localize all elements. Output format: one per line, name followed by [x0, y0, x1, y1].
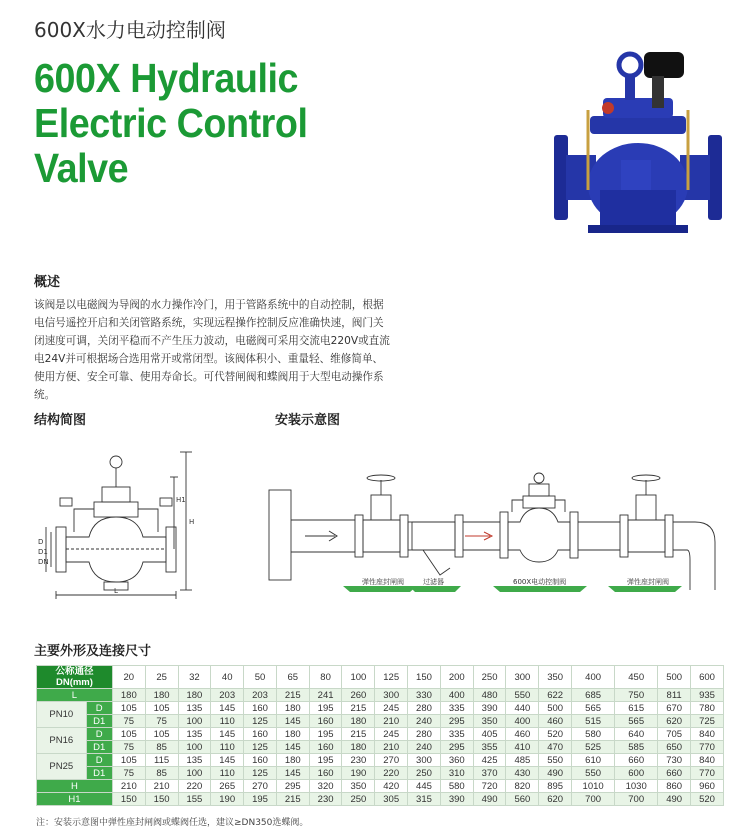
- table-cell: 720: [473, 780, 506, 793]
- table-cell: 550: [572, 767, 615, 780]
- table-cell: 160: [244, 728, 277, 741]
- table-cell: 125: [244, 741, 277, 754]
- table-row: [37, 793, 724, 806]
- dn-unit: DN(mm): [55, 677, 93, 688]
- table-cell: 811: [658, 689, 691, 702]
- dn-value-cell: 20: [112, 666, 145, 689]
- table-cell: 780: [691, 702, 724, 715]
- table-cell: 620: [658, 715, 691, 728]
- table-cell: 145: [276, 741, 309, 754]
- table-cell: 350: [342, 780, 375, 793]
- table-cell: 400: [506, 715, 539, 728]
- table-cell: 895: [539, 780, 572, 793]
- table-cell: 115: [145, 754, 178, 767]
- table-cell: 135: [178, 728, 211, 741]
- table-cell: 180: [112, 689, 145, 702]
- table-cell: 210: [375, 741, 408, 754]
- table-cell: 390: [473, 702, 506, 715]
- table-header-row: [37, 666, 724, 689]
- title-line-1: 600X Hydraulic: [34, 55, 299, 101]
- table-cell: 250: [408, 767, 441, 780]
- dimensions-table: [36, 665, 724, 806]
- table-row: [37, 702, 724, 715]
- table-cell: 195: [244, 793, 277, 806]
- table-cell: 460: [539, 715, 572, 728]
- table-cell: 490: [539, 767, 572, 780]
- table-cell: 490: [473, 793, 506, 806]
- dn-value-cell: 65: [276, 666, 309, 689]
- table-cell: 180: [145, 689, 178, 702]
- table-cell: 105: [112, 754, 145, 767]
- table-cell: 660: [658, 767, 691, 780]
- table-cell: 515: [572, 715, 615, 728]
- table-cell: 960: [691, 780, 724, 793]
- installation-diagram: [265, 460, 725, 600]
- dim-label-h: H: [189, 518, 195, 526]
- table-cell: 640: [615, 728, 658, 741]
- table-cell: 400: [440, 689, 473, 702]
- table-cell: 470: [539, 741, 572, 754]
- table-cell: 685: [572, 689, 615, 702]
- table-cell: 335: [440, 702, 473, 715]
- table-cell: 270: [375, 754, 408, 767]
- table-cell: 110: [211, 741, 244, 754]
- table-cell: 840: [691, 728, 724, 741]
- dim-label-dn: DN: [38, 558, 49, 566]
- table-cell: 280: [408, 702, 441, 715]
- title-line-2: Electric Control: [34, 100, 308, 146]
- table-cell: 300: [375, 689, 408, 702]
- table-cell: 490: [658, 793, 691, 806]
- table-cell: 295: [440, 715, 473, 728]
- table-cell: 440: [506, 702, 539, 715]
- table-cell: 525: [572, 741, 615, 754]
- table-cell: 280: [408, 728, 441, 741]
- table-cell: 150: [145, 793, 178, 806]
- table-cell: 195: [309, 702, 342, 715]
- dn-value-cell: 32: [178, 666, 211, 689]
- pressure-group-cell: PN16: [37, 728, 87, 754]
- table-cell: 350: [473, 715, 506, 728]
- table-cell: 700: [572, 793, 615, 806]
- table-cell: 110: [211, 715, 244, 728]
- table-cell: 420: [375, 780, 408, 793]
- table-cell: 105: [145, 702, 178, 715]
- table-cell: 610: [572, 754, 615, 767]
- table-cell: 600: [615, 767, 658, 780]
- dn-value-cell: 100: [342, 666, 375, 689]
- table-cell: 270: [244, 780, 277, 793]
- table-row: [37, 741, 724, 754]
- table-cell: 580: [440, 780, 473, 793]
- overview-heading: 概述: [34, 275, 61, 290]
- title-line-3: Valve: [34, 145, 129, 191]
- table-cell: 145: [276, 715, 309, 728]
- table-cell: 75: [112, 767, 145, 780]
- table-cell: 105: [112, 702, 145, 715]
- dn-value-cell: 80: [309, 666, 342, 689]
- dn-label: 公称通径: [55, 666, 94, 677]
- table-cell: 410: [506, 741, 539, 754]
- table-cell: 190: [342, 767, 375, 780]
- table-cell: 370: [473, 767, 506, 780]
- table-cell: 725: [691, 715, 724, 728]
- dn-value-cell: 125: [375, 666, 408, 689]
- table-cell: 480: [473, 689, 506, 702]
- table-cell: 820: [506, 780, 539, 793]
- table-cell: 203: [244, 689, 277, 702]
- dim-label-d: D: [38, 538, 44, 546]
- table-cell: 85: [145, 767, 178, 780]
- table-cell: 110: [211, 767, 244, 780]
- table-cell: 565: [572, 702, 615, 715]
- table-row: [37, 754, 724, 767]
- table-cell: 622: [539, 689, 572, 702]
- table-cell: 150: [112, 793, 145, 806]
- table-cell: 180: [276, 754, 309, 767]
- row-label-cell: D1: [86, 715, 112, 728]
- table-cell: 220: [375, 767, 408, 780]
- table-cell: 220: [178, 780, 211, 793]
- dim-label-l: L: [114, 587, 118, 595]
- table-cell: 580: [572, 728, 615, 741]
- dn-value-cell: 150: [408, 666, 441, 689]
- table-cell: 485: [506, 754, 539, 767]
- table-cell: 520: [539, 728, 572, 741]
- table-cell: 125: [244, 715, 277, 728]
- table-cell: 145: [276, 767, 309, 780]
- valve-product-image: [548, 40, 730, 240]
- install-label-gate-valve-1: 弹性座封闸阀: [362, 578, 404, 586]
- row-label-cell: L: [37, 689, 113, 702]
- table-cell: 100: [178, 715, 211, 728]
- table-cell: 145: [211, 728, 244, 741]
- structure-heading: 结构简图: [34, 413, 87, 428]
- dn-value-cell: 300: [506, 666, 539, 689]
- table-cell: 295: [440, 741, 473, 754]
- table-cell: 155: [178, 793, 211, 806]
- table-cell: 75: [112, 715, 145, 728]
- table-cell: 585: [615, 741, 658, 754]
- dn-value-cell: 50: [244, 666, 277, 689]
- table-cell: 135: [178, 702, 211, 715]
- table-cell: 160: [244, 754, 277, 767]
- dn-value-cell: 500: [658, 666, 691, 689]
- table-cell: 145: [211, 754, 244, 767]
- table-cell: 460: [506, 728, 539, 741]
- table-cell: 75: [145, 715, 178, 728]
- row-label-cell: D: [86, 702, 112, 715]
- table-cell: 85: [145, 741, 178, 754]
- table-cell: 195: [309, 754, 342, 767]
- dn-value-cell: 350: [539, 666, 572, 689]
- table-row: [37, 689, 724, 702]
- table-cell: 315: [408, 793, 441, 806]
- table-cell: 335: [440, 728, 473, 741]
- row-label-cell: D1: [86, 767, 112, 780]
- table-cell: 565: [615, 715, 658, 728]
- table-cell: 520: [691, 793, 724, 806]
- table-cell: 105: [112, 728, 145, 741]
- table-cell: 180: [178, 689, 211, 702]
- table-cell: 135: [178, 754, 211, 767]
- table-cell: 355: [473, 741, 506, 754]
- dn-value-cell: 450: [615, 666, 658, 689]
- table-cell: 180: [342, 741, 375, 754]
- table-cell: 245: [375, 702, 408, 715]
- table-cell: 620: [539, 793, 572, 806]
- footnote: 注：安装示意图中弹性座封闸阀或蝶阀任选，建议≥DN350选蝶阀。: [36, 818, 309, 828]
- table-cell: 265: [211, 780, 244, 793]
- table-cell: 700: [615, 793, 658, 806]
- table-cell: 295: [276, 780, 309, 793]
- table-cell: 260: [342, 689, 375, 702]
- dn-header-cell: [37, 666, 113, 689]
- subtitle-cn: 600X水力电动控制阀: [34, 18, 226, 42]
- dn-value-cell: 40: [211, 666, 244, 689]
- table-cell: 840: [691, 754, 724, 767]
- pressure-group-cell: PN10: [37, 702, 87, 728]
- table-cell: 215: [276, 793, 309, 806]
- dim-label-d1: D1: [38, 548, 48, 556]
- table-cell: 210: [145, 780, 178, 793]
- table-cell: 390: [440, 793, 473, 806]
- table-cell: 215: [342, 728, 375, 741]
- table-cell: 300: [408, 754, 441, 767]
- table-cell: 210: [112, 780, 145, 793]
- overview-text: 该阀是以电磁阀为导阀的水力操作冷门，用于管路系统中的自动控制，根据电信号遥控开启和关闭管路系统，实现远程操作控制反应准确快速，阀门关闭速度可调，关闭平稳而不产生压力波动，电磁阀可采用交流电220V或直流电24V并可根据场合选用常开或常闭型。该阀体积小、重量轻、维修简单、使用方便、安全可靠、使用寿命长。可代替闸阀和蝶阀用于大型电动操作系统。: [34, 299, 390, 401]
- table-cell: 100: [178, 767, 211, 780]
- table-cell: 770: [691, 767, 724, 780]
- table-row: [37, 767, 724, 780]
- table-cell: 305: [375, 793, 408, 806]
- table-cell: 860: [658, 780, 691, 793]
- table-row: [37, 728, 724, 741]
- table-cell: 160: [309, 767, 342, 780]
- table-cell: 1030: [615, 780, 658, 793]
- table-cell: 145: [211, 702, 244, 715]
- table-cell: 215: [276, 689, 309, 702]
- table-cell: 180: [342, 715, 375, 728]
- row-label-cell: D1: [86, 741, 112, 754]
- table-cell: 190: [211, 793, 244, 806]
- table-cell: 445: [408, 780, 441, 793]
- table-cell: 203: [211, 689, 244, 702]
- table-cell: 615: [615, 702, 658, 715]
- table-cell: 180: [276, 728, 309, 741]
- dimensions-heading: 主要外形及连接尺寸: [34, 644, 152, 659]
- row-label-cell: D: [86, 754, 112, 767]
- table-cell: 1010: [572, 780, 615, 793]
- table-cell: 500: [539, 702, 572, 715]
- structure-diagram: [34, 432, 209, 602]
- pressure-group-cell: PN25: [37, 754, 87, 780]
- table-cell: 230: [342, 754, 375, 767]
- table-cell: 160: [244, 702, 277, 715]
- table-cell: 230: [309, 793, 342, 806]
- row-label-cell: H: [37, 780, 113, 793]
- dn-value-cell: 250: [473, 666, 506, 689]
- table-cell: 550: [506, 689, 539, 702]
- table-cell: 241: [309, 689, 342, 702]
- table-cell: 195: [309, 728, 342, 741]
- table-cell: 160: [309, 741, 342, 754]
- install-label-gate-valve-2: 弹性座封闸阀: [627, 578, 669, 586]
- table-cell: 330: [408, 689, 441, 702]
- table-cell: 360: [440, 754, 473, 767]
- table-cell: 250: [342, 793, 375, 806]
- install-label-control-valve: 600X电动控制阀: [513, 578, 567, 586]
- table-cell: 75: [112, 741, 145, 754]
- dn-value-cell: 400: [572, 666, 615, 689]
- table-cell: 705: [658, 728, 691, 741]
- table-cell: 425: [473, 754, 506, 767]
- install-label-strainer: 过滤器: [423, 578, 444, 586]
- installation-heading: 安装示意图: [275, 413, 341, 428]
- dn-value-cell: 200: [440, 666, 473, 689]
- table-cell: 560: [506, 793, 539, 806]
- row-label-cell: D: [86, 728, 112, 741]
- table-cell: 240: [408, 741, 441, 754]
- table-cell: 405: [473, 728, 506, 741]
- table-cell: 730: [658, 754, 691, 767]
- table-cell: 215: [342, 702, 375, 715]
- table-cell: 320: [309, 780, 342, 793]
- table-cell: 650: [658, 741, 691, 754]
- table-cell: 245: [375, 728, 408, 741]
- dn-value-cell: 600: [691, 666, 724, 689]
- table-cell: 770: [691, 741, 724, 754]
- table-row: [37, 715, 724, 728]
- table-cell: 160: [309, 715, 342, 728]
- table-cell: 430: [506, 767, 539, 780]
- table-cell: 750: [615, 689, 658, 702]
- table-cell: 105: [145, 728, 178, 741]
- table-cell: 660: [615, 754, 658, 767]
- table-cell: 310: [440, 767, 473, 780]
- dim-label-h1: H1: [176, 496, 186, 504]
- table-cell: 180: [276, 702, 309, 715]
- table-cell: 125: [244, 767, 277, 780]
- table-cell: 100: [178, 741, 211, 754]
- row-label-cell: H1: [37, 793, 113, 806]
- dn-value-cell: 25: [145, 666, 178, 689]
- table-cell: 670: [658, 702, 691, 715]
- table-cell: 550: [539, 754, 572, 767]
- table-cell: 935: [691, 689, 724, 702]
- table-row: [37, 780, 724, 793]
- table-cell: 210: [375, 715, 408, 728]
- table-cell: 240: [408, 715, 441, 728]
